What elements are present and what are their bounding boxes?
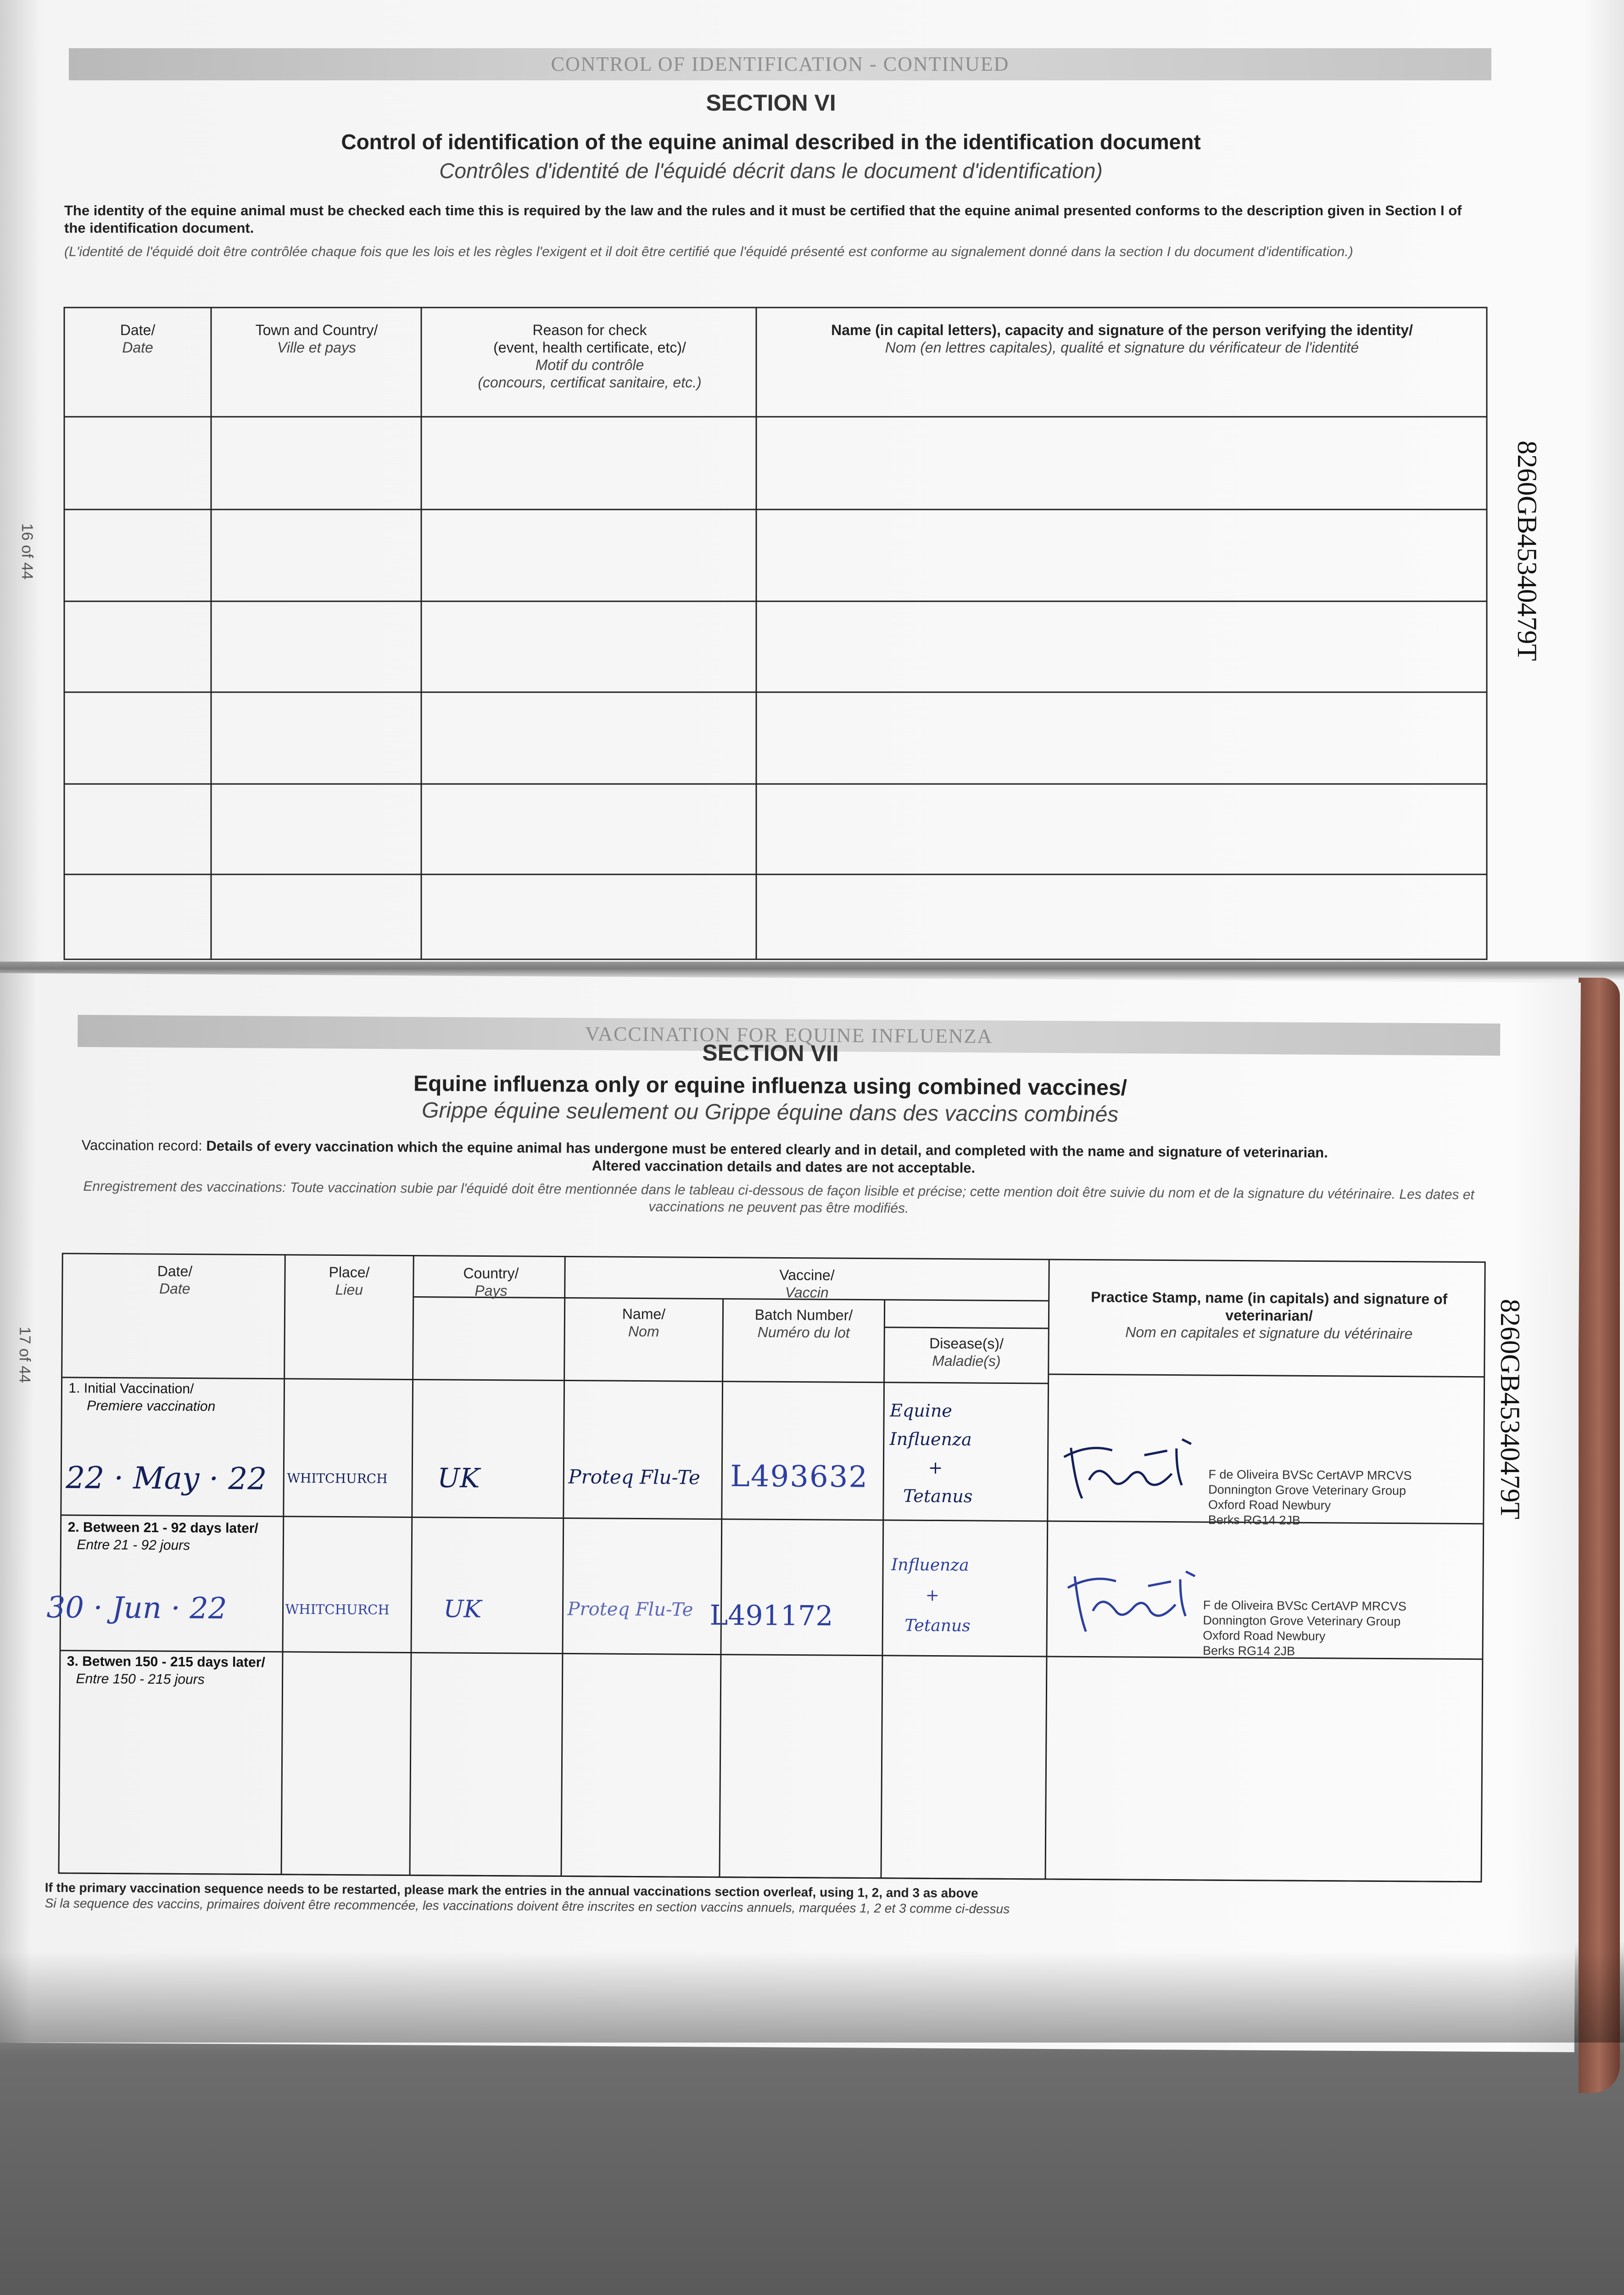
col-header-vaccine: Vaccine/ Vaccin — [779, 1266, 835, 1301]
vaccination-2-country: UK — [443, 1595, 482, 1623]
identity-check-table-grid — [0, 0, 1624, 962]
col-header-vaccine-name: Name/ Nom — [622, 1305, 666, 1340]
vaccination-2-date: 30 · Jun · 22 — [46, 1590, 227, 1626]
col-header-date: Date/ Date — [120, 322, 156, 356]
page-17 — [0, 973, 1581, 2052]
col-header-batch: Batch Number/ Numéro du lot — [754, 1306, 853, 1341]
vaccination-record-text-fr: Enregistrement des vaccinations: Toute vaccination subie par l'équidé doit être mentionnée dans le tableau ci-dessous de façon lisible et précise; cette mention doit être suivie du nom et de la signature du vétérinaire. Les dates et vaccinations ne peuvent pas être modifiés. — [83, 1179, 1474, 1216]
vaccination-2-batch: L491172 — [709, 1599, 833, 1633]
section-title: SECTION VI — [706, 90, 836, 116]
section-banner: CONTROL OF IDENTIFICATION - CONTINUED — [69, 48, 1491, 80]
col-header-verifier: Name (in capital letters), capacity and signature of the person verifying the identity/ Nom (en lettres capitales), qualité et signature du vérificateur de l'identité — [831, 322, 1413, 356]
vaccination-2-place: WHITCHURCH — [285, 1601, 390, 1618]
row-label-third: 3. Betwen 150 - 215 days later/ Entre 150 - 215 jours — [67, 1653, 265, 1687]
vaccination-1-practice-stamp: F de Oliveira BVSc CertAVP MRCVS Donnington Grove Veterinary Group Oxford Road Newbury Berks RG14 2JB — [1208, 1467, 1412, 1528]
col-header-disease: Disease(s)/ Maladie(s) — [929, 1335, 1004, 1370]
vaccination-1-vaccine-name: Proteq Flu-Te — [568, 1465, 700, 1489]
vaccination-2-diseases: Influenza + Tetanus — [891, 1555, 971, 1635]
passport-id: 8260GB45340479T — [1495, 1299, 1525, 1519]
col-header-reason: Reason for check (event, health certificate, etc)/ Motif du contrôle (concours, certificat sanitaire, etc.) — [478, 322, 702, 391]
section-banner: VACCINATION FOR EQUINE INFLUENZA — [78, 1015, 1500, 1056]
vaccination-1-country: UK — [437, 1462, 480, 1494]
intro-text: The identity of the equine animal must be checked each time this is required by the law and the rules and it must be certified that the equine animal presented conforms to the description given in Section I of the identification document. — [64, 202, 1462, 236]
section-title: SECTION VII — [702, 1040, 839, 1067]
col-header-practice-stamp: Practice Stamp, name (in capitals) and signature of veterinarian/ Nom en capitales et signature du vétérinaire — [1091, 1288, 1448, 1342]
row-label-initial: 1. Initial Vaccination/ Premiere vaccination — [68, 1380, 216, 1414]
vaccination-record-text: Vaccination record: Details of every vaccination which the equine animal has undergone must be entered clearly and in detail, and completed with the name and signature of veterinarian. Altered vaccination details and dates are not acceptable. — [81, 1137, 1328, 1176]
section-heading-fr: Contrôles d'identité de l'équidé décrit dans le document d'identification) — [439, 159, 1103, 183]
restart-footnote: If the primary vaccination sequence needs to be restarted, please mark the entries in the annual vaccinations section overleaf, using 1, 2, and 3 as above Si la sequence des vaccins, primaires doivent être recommencée, les vaccinations doivent être inscrites en section vaccins annuels, marquées 1, 2 et 3 comme ci-dessus — [45, 1880, 1010, 1916]
page-number: 16 of 44 — [18, 523, 36, 580]
vaccination-1-date: 22 · May · 22 — [66, 1460, 267, 1497]
page-16 — [0, 0, 1624, 962]
page-number: 17 of 44 — [16, 1327, 34, 1383]
col-header-town-country: Town and Country/ Ville et pays — [255, 322, 378, 356]
col-header-date: Date/ Date — [157, 1263, 193, 1297]
vaccination-1-place: WHITCHURCH — [287, 1470, 388, 1487]
vaccination-2-practice-stamp: F de Oliveira BVSc CertAVP MRCVS Donnington Grove Veterinary Group Oxford Road Newbury Berks RG14 2JB — [1202, 1598, 1406, 1658]
vaccination-1-vet-signature — [1061, 1429, 1209, 1508]
row-label-second: 2. Between 21 - 92 days later/ Entre 21 - 92 jours — [67, 1519, 258, 1553]
intro-text-fr: (L'identité de l'équidé doit être contrôlée chaque fois que les lois et les règles l'exigent et il doit être certifié que l'équidé présenté est conforme au signalement donné dans la section I du document d'identification.) — [64, 244, 1353, 259]
section-heading: Control of identification of the equine animal described in the identification document — [341, 130, 1201, 154]
section-heading: Equine influenza only or equine influenza using combined vaccines/ — [413, 1071, 1127, 1101]
section-heading-fr: Grippe équine seulement ou Grippe équine dans des vaccins combinés — [421, 1098, 1119, 1127]
passport-id: 8260GB45340479T — [1512, 441, 1542, 661]
vaccination-1-batch: L493632 — [730, 1459, 869, 1495]
col-header-country: Country/ Pays — [463, 1265, 519, 1299]
col-header-place: Place/ Lieu — [329, 1264, 370, 1298]
vaccination-2-vet-signature — [1065, 1562, 1212, 1641]
vaccination-1-diseases: Equine Influenza + Tetanus — [889, 1400, 973, 1506]
passport-cover-edge — [1579, 978, 1620, 2093]
vaccination-2-vaccine-name: Proteq Flu-Te — [567, 1598, 693, 1621]
binding-shadow — [0, 1951, 1624, 2043]
